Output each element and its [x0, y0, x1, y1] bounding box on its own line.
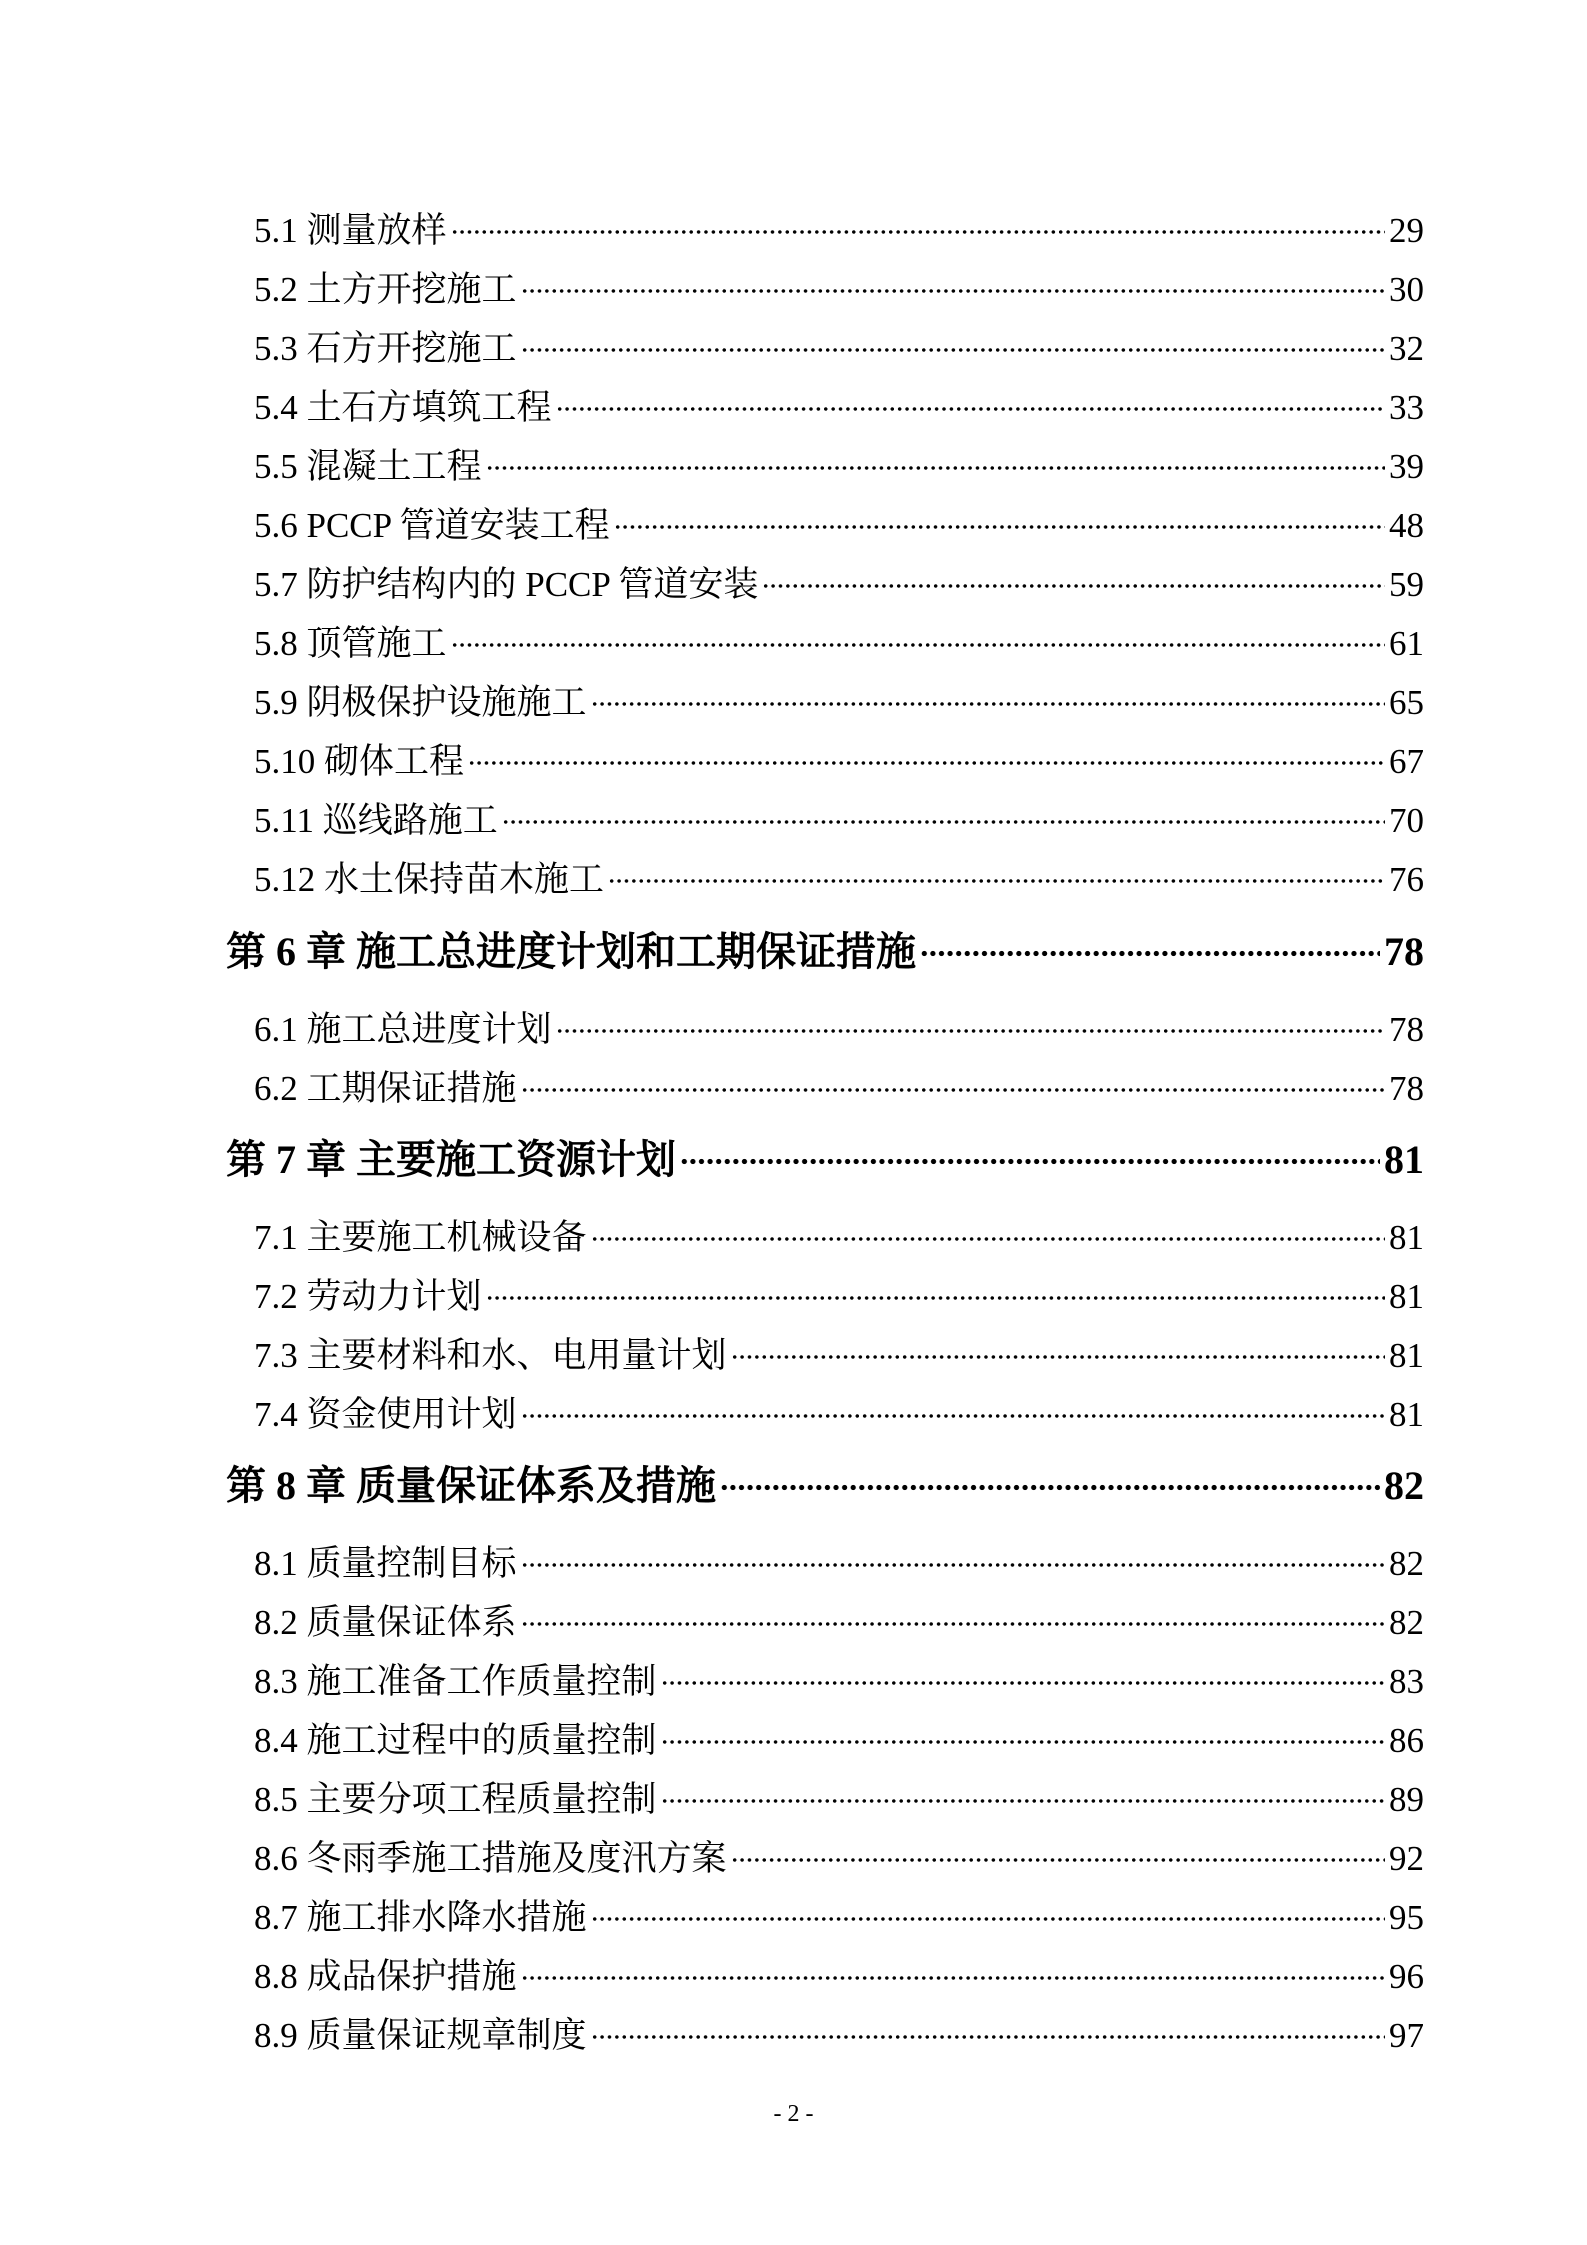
toc-entry[interactable]	[254, 1328, 1424, 1378]
toc-entry-page: 30	[1389, 270, 1424, 309]
toc-entry[interactable]	[254, 616, 1424, 666]
toc-chapter-page: 81	[1384, 1137, 1424, 1182]
toc-entry-label: 8.3 施工准备工作质量控制	[254, 1662, 657, 1701]
dot-leader	[521, 1413, 1385, 1419]
toc-entry-page: 89	[1389, 1780, 1424, 1819]
toc-entry-page: 48	[1389, 506, 1424, 545]
toc-entry-label: 5.5 混凝土工程	[254, 447, 482, 486]
toc-entry-page: 61	[1389, 624, 1424, 663]
toc-entry-page: 76	[1389, 860, 1424, 899]
toc-entry[interactable]	[254, 557, 1424, 607]
toc-entry-page: 96	[1389, 1957, 1424, 1996]
dot-leader	[591, 701, 1385, 707]
toc-entry-page: 29	[1389, 211, 1424, 250]
dot-leader	[731, 1857, 1385, 1863]
toc-entry-page: 32	[1389, 329, 1424, 368]
toc-entry-label: 5.1 测量放样	[254, 211, 447, 250]
toc-chapter-label: 第 7 章 主要施工资源计划	[226, 1137, 676, 1182]
toc-entry-page: 65	[1389, 683, 1424, 722]
toc-entry[interactable]	[254, 734, 1424, 784]
toc-entry[interactable]	[254, 2008, 1424, 2058]
toc-entry[interactable]	[254, 1949, 1424, 1999]
toc-entry-label: 5.2 土方开挖施工	[254, 270, 517, 309]
toc-entry-label: 5.7 防护结构内的 PCCP 管道安装	[254, 565, 759, 604]
toc-entry-page: 59	[1389, 565, 1424, 604]
toc-entry-page: 92	[1389, 1839, 1424, 1878]
toc-entry-label: 8.6 冬雨季施工措施及度汛方案	[254, 1839, 727, 1878]
dot-leader	[762, 583, 1385, 589]
dot-leader	[486, 1295, 1385, 1301]
toc-entry-label: 8.1 质量控制目标	[254, 1544, 517, 1583]
toc-entry-page: 78	[1389, 1010, 1424, 1049]
toc-entry[interactable]	[254, 498, 1424, 548]
dot-leader	[591, 1236, 1385, 1242]
dot-leader	[451, 229, 1385, 235]
toc-entry[interactable]	[254, 675, 1424, 725]
toc-entry[interactable]	[254, 1654, 1424, 1704]
toc-entry[interactable]	[254, 1536, 1424, 1586]
dot-leader	[521, 288, 1385, 294]
toc-entry-page: 70	[1389, 801, 1424, 840]
toc-entry[interactable]	[254, 321, 1424, 371]
toc-entry-page: 82	[1389, 1603, 1424, 1642]
toc-chapter-entry[interactable]	[226, 1454, 1424, 1511]
toc-entry[interactable]	[254, 1890, 1424, 1940]
dot-leader	[486, 465, 1385, 471]
toc-entry-page: 83	[1389, 1662, 1424, 1701]
toc-chapter-label: 第 8 章 质量保证体系及措施	[226, 1463, 716, 1508]
toc-entry[interactable]	[254, 1210, 1424, 1260]
toc-entry-page: 81	[1389, 1218, 1424, 1257]
toc-entry[interactable]	[254, 1831, 1424, 1881]
dot-leader	[468, 760, 1385, 766]
toc-entry-page: 33	[1389, 388, 1424, 427]
dot-leader	[521, 1621, 1385, 1627]
dot-leader	[720, 1484, 1380, 1491]
toc-chapter-entry[interactable]	[226, 920, 1424, 977]
toc-entry-page: 86	[1389, 1721, 1424, 1760]
toc-entry-label: 8.7 施工排水降水措施	[254, 1898, 587, 1937]
toc-entry[interactable]	[254, 203, 1424, 253]
toc-entry[interactable]	[254, 1387, 1424, 1437]
toc-chapter-page: 78	[1384, 929, 1424, 974]
toc-entry-label: 8.2 质量保证体系	[254, 1603, 517, 1642]
toc-entry-page: 97	[1389, 2016, 1424, 2055]
toc-entry[interactable]	[254, 262, 1424, 312]
dot-leader	[680, 1158, 1380, 1165]
toc-entry-label: 8.9 质量保证规章制度	[254, 2016, 587, 2055]
dot-leader	[521, 347, 1385, 353]
toc-entry[interactable]	[254, 852, 1424, 902]
toc-entry-label: 8.8 成品保护措施	[254, 1957, 517, 1996]
toc-chapter-page: 82	[1384, 1463, 1424, 1508]
toc-entry-page: 67	[1389, 742, 1424, 781]
toc-entry-label: 5.8 顶管施工	[254, 624, 447, 663]
toc-entry-page: 81	[1389, 1277, 1424, 1316]
toc-entry-label: 6.1 施工总进度计划	[254, 1010, 552, 1049]
toc-entry-label: 7.4 资金使用计划	[254, 1395, 517, 1434]
dot-leader	[451, 642, 1385, 648]
dot-leader	[608, 878, 1385, 884]
toc-entry-label: 5.11 巡线路施工	[254, 801, 498, 840]
toc-entry-page: 39	[1389, 447, 1424, 486]
dot-leader	[920, 950, 1380, 957]
toc-entry-label: 7.2 劳动力计划	[254, 1277, 482, 1316]
dot-leader	[521, 1087, 1385, 1093]
toc-entry-label: 5.4 土石方填筑工程	[254, 388, 552, 427]
toc-entry-label: 6.2 工期保证措施	[254, 1069, 517, 1108]
toc-entry[interactable]	[254, 1772, 1424, 1822]
toc-entry[interactable]	[254, 793, 1424, 843]
toc-entry-label: 8.4 施工过程中的质量控制	[254, 1721, 657, 1760]
toc-entry[interactable]	[254, 1269, 1424, 1319]
dot-leader	[661, 1798, 1385, 1804]
dot-leader	[502, 819, 1385, 825]
toc-entry[interactable]	[254, 380, 1424, 430]
dot-leader	[591, 1916, 1385, 1922]
dot-leader	[614, 524, 1385, 530]
dot-leader	[521, 1975, 1385, 1981]
toc-entry-label: 5.12 水土保持苗木施工	[254, 860, 605, 899]
toc-entry[interactable]	[254, 1061, 1424, 1111]
toc-entry[interactable]	[254, 439, 1424, 489]
page-number: - 2 -	[773, 2101, 814, 2127]
toc-entry[interactable]	[254, 1595, 1424, 1645]
toc-chapter-entry[interactable]	[226, 1128, 1424, 1185]
dot-leader	[661, 1739, 1385, 1745]
toc-entry-page: 95	[1389, 1898, 1424, 1937]
toc-entry-label: 8.5 主要分项工程质量控制	[254, 1780, 657, 1819]
dot-leader	[556, 406, 1385, 412]
toc-chapter-label: 第 6 章 施工总进度计划和工期保证措施	[226, 929, 916, 974]
toc-entry-label: 5.6 PCCP 管道安装工程	[254, 506, 610, 545]
toc-entry[interactable]	[254, 1713, 1424, 1763]
toc-entry-label: 5.3 石方开挖施工	[254, 329, 517, 368]
dot-leader	[731, 1354, 1385, 1360]
dot-leader	[661, 1680, 1385, 1686]
dot-leader	[556, 1028, 1385, 1034]
dot-leader	[521, 1562, 1385, 1568]
toc-entry[interactable]	[254, 1002, 1424, 1052]
dot-leader	[591, 2034, 1385, 2040]
toc-entry-label: 7.3 主要材料和水、电用量计划	[254, 1336, 727, 1375]
toc-entry-page: 81	[1389, 1336, 1424, 1375]
toc-entry-label: 5.10 砌体工程	[254, 742, 465, 781]
toc-entry-page: 81	[1389, 1395, 1424, 1434]
toc-entry-page: 82	[1389, 1544, 1424, 1583]
toc-entry-label: 7.1 主要施工机械设备	[254, 1218, 587, 1257]
toc-entry-label: 5.9 阴极保护设施施工	[254, 683, 587, 722]
toc-entry-page: 78	[1389, 1069, 1424, 1108]
